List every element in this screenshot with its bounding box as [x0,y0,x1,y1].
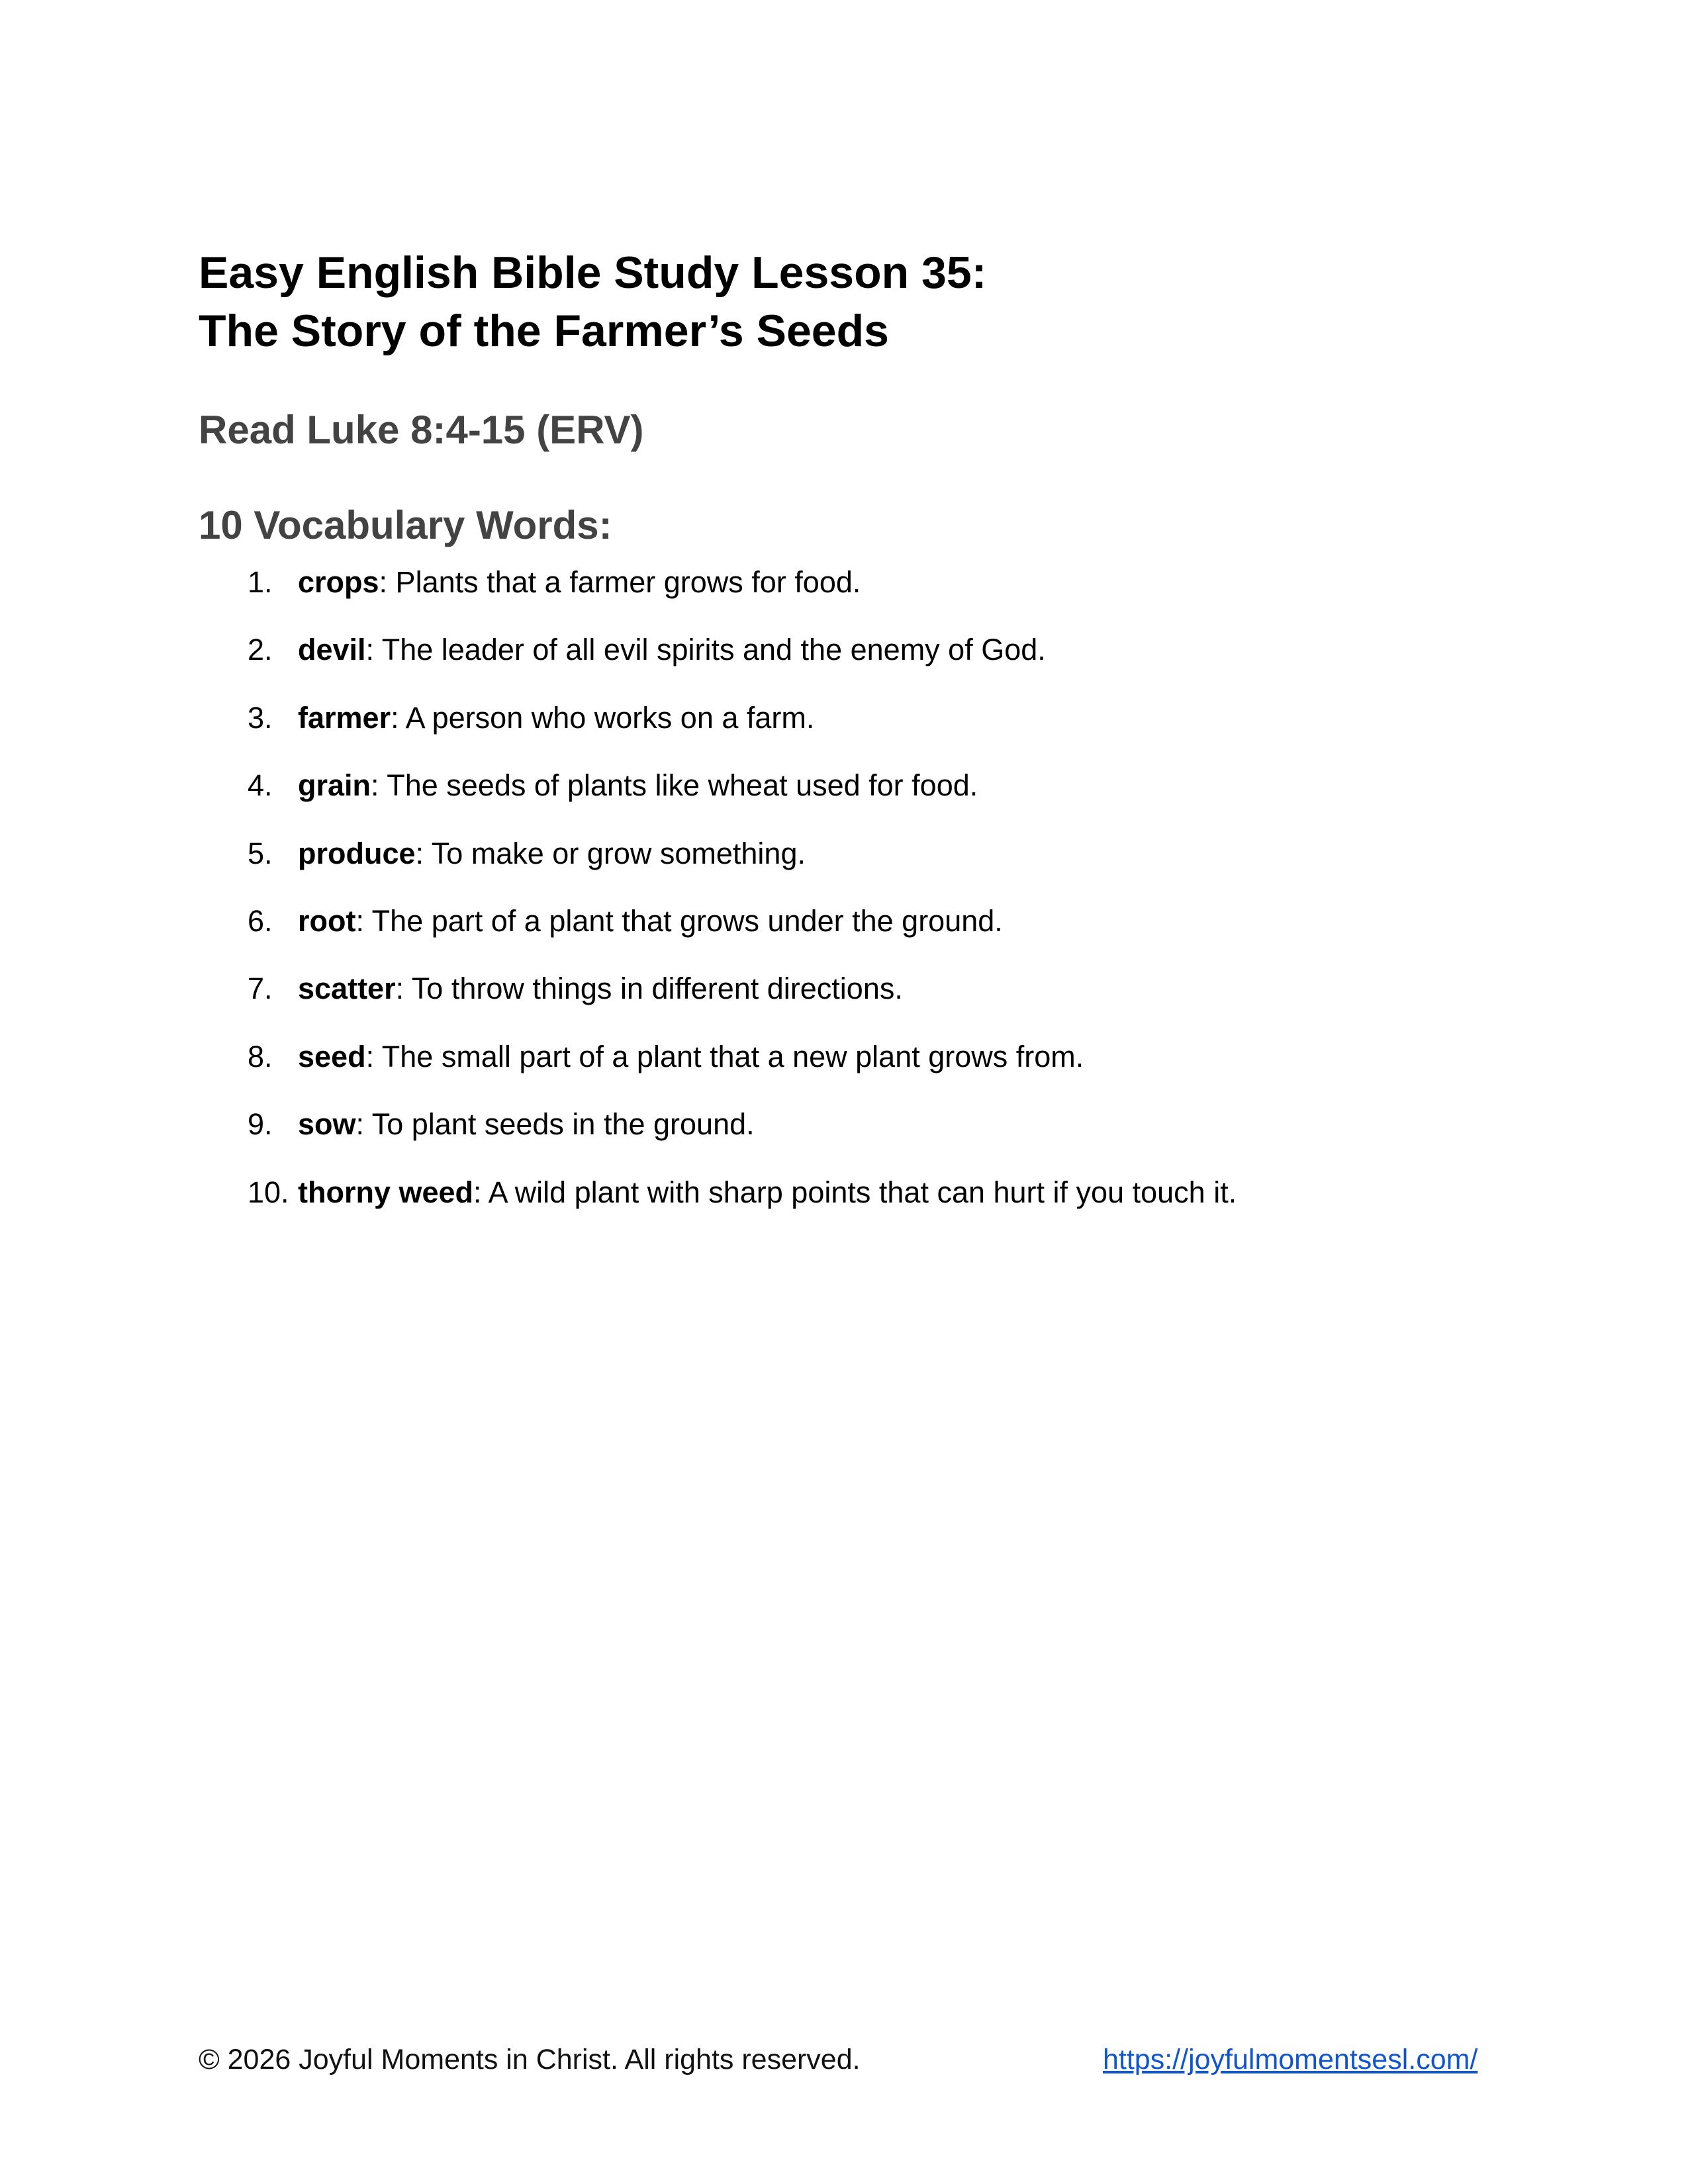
item-text [298,1029,1084,1085]
vocabulary-item [0,758,1688,825]
item-text [298,690,814,746]
vocabulary-item [0,555,1688,622]
vocabulary-definition: : A person who works on a farm. [391,700,815,735]
item-text [298,826,806,882]
vocabulary-item [0,622,1688,690]
lesson-title [199,244,986,360]
item-number: 5. [248,836,273,870]
vocabulary-list [0,555,1688,1232]
vocabulary-definition: : The part of a plant that grows under the ground. [355,903,1003,938]
item-number: 9. [248,1107,273,1142]
vocabulary-definition: : The seeds of plants like wheat used for food. [371,768,978,803]
vocabulary-item [0,1029,1688,1097]
vocabulary-definition: : To throw things in different directions. [395,972,903,1006]
item-text [298,555,861,610]
item-text [298,1097,755,1152]
vocabulary-definition: : Plants that a farmer grows for food. [379,565,861,599]
vocabulary-item [0,1097,1688,1164]
item-number: 3. [248,700,273,735]
vocabulary-definition: : To make or grow something. [415,836,806,870]
vocabulary-item [0,826,1688,893]
item-number: 8. [248,1039,273,1073]
item-number: 2. [248,633,273,667]
vocabulary-term: seed [298,1039,366,1073]
vocabulary-term: thorny weed [298,1175,474,1209]
vocabulary-definition: : A wild plant with sharp points that can hurt if you touch it. [473,1175,1237,1209]
vocabulary-item [0,893,1688,961]
vocabulary-term: crops [298,565,379,599]
item-number: 10. [248,1175,289,1209]
vocabulary-term: root [298,903,356,938]
vocabulary-term: farmer [298,700,391,735]
vocabulary-definition: : The small part of a plant that a new plant grows from. [365,1039,1084,1073]
item-number: 1. [248,565,273,599]
vocabulary-term: sow [298,1107,356,1142]
reading-reference: Read Luke 8:4-15 (ERV) [199,408,644,452]
vocabulary-item [0,690,1688,758]
vocabulary-term: devil [298,633,366,667]
item-number: 6. [248,903,273,938]
item-text [298,758,978,813]
vocabulary-item [0,1165,1688,1232]
vocabulary-term: scatter [298,972,396,1006]
lesson-title-line-1: Easy English Bible Study Lesson 35: [199,248,987,298]
vocabulary-term: grain [298,768,371,803]
vocabulary-term: produce [298,836,416,870]
item-text [298,893,1003,949]
vocabulary-item [0,961,1688,1028]
lesson-title-line-2: The Story of the Farmer’s Seeds [199,306,889,356]
item-number: 7. [248,972,273,1006]
vocabulary-heading: 10 Vocabulary Words: [199,503,612,547]
vocabulary-definition: : The leader of all evil spirits and the enemy of God. [365,633,1046,667]
item-text [298,622,1046,678]
footer-copyright: © 2026 Joyful Moments in Christ. All rights reserved. [199,2044,861,2075]
item-text [298,961,903,1017]
item-text [298,1165,1237,1220]
footer-website-link[interactable]: https://joyfulmomentsesl.com/ [1103,2044,1478,2075]
vocabulary-definition: : To plant seeds in the ground. [355,1107,755,1142]
item-number: 4. [248,768,273,803]
